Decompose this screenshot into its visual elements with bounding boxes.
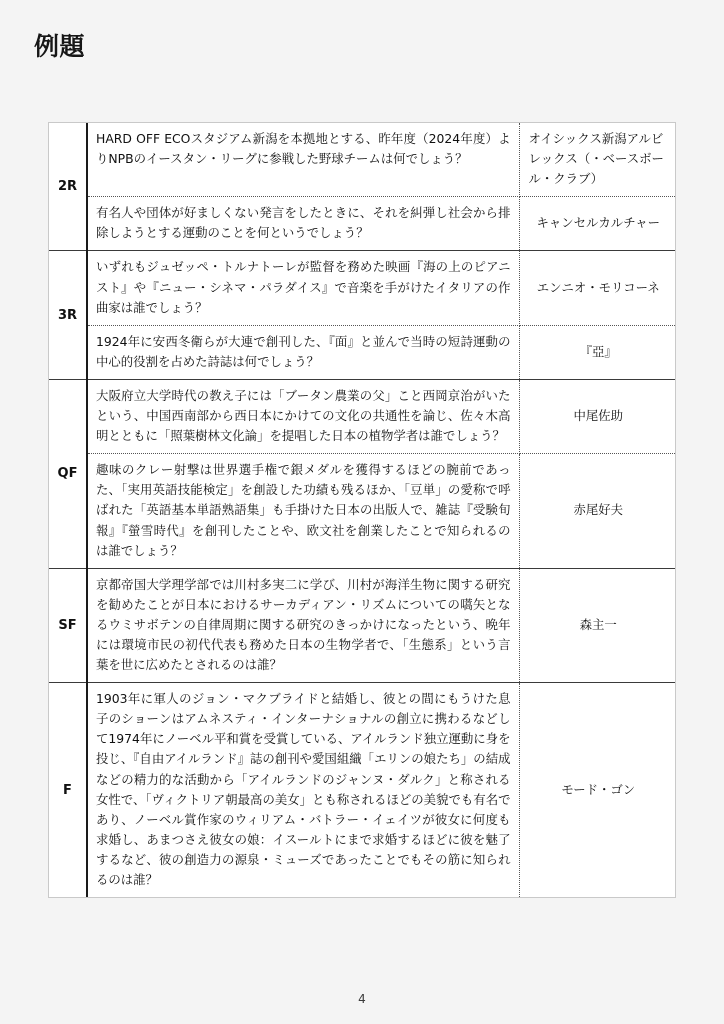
question-cell: HARD OFF ECOスタジアム新潟を本拠地とする、昨年度（2024年度）よりNPBのイースタン・リーグに参戦した野球チームは何でしょう？ — [87, 123, 519, 197]
answer-cell: キャンセルカルチャー — [519, 197, 675, 251]
round-label: SF — [49, 568, 87, 682]
question-cell: 1903年に軍人のジョン・マクブライドと結婚し、彼との間にもうけた息子のショーンはアムネスティ・インターナショナルの創立に携わるなどして1974年にノーベル平和賞を受賞している、アイルランド独立運動に身を投じ、『自由アイルランド』誌の創刊や愛国組織「エリンの娘たち」の結成などの精力的な活動から「アイルランドのジャンヌ・ダルク」と称される女性で、「ヴィクトリア朝最高の美女」とも称されるほどの美貌でも有名であり、ノーベル賞作家のウィリアム・バトラー・イェイツが彼女に何度も求婚し、あまつさえ彼女の娘：イスールトにまで求婚するほどに彼を魅了するなど、彼の創造力の源泉・ミューズであったことでもその筋に知られるのは誰？ — [87, 683, 519, 897]
page-title: 例題 — [34, 32, 86, 61]
question-cell: 1924年に安西冬衛らが大連で創刊した、『面』と並んで当時の短詩運動の中心的役割を占めた詩誌は何でしょう？ — [87, 325, 519, 379]
question-cell: 有名人や団体が好ましくない発言をしたときに、それを糾弾し社会から排除しようとする運動のことを何というでしょう？ — [87, 197, 519, 251]
table-row — [49, 568, 675, 682]
answer-cell: 中尾佐助 — [519, 379, 675, 453]
page-number: 4 — [358, 992, 366, 1006]
quiz-table-container — [48, 122, 676, 898]
round-label: 2R — [49, 123, 87, 251]
answer-cell: モード・ゴン — [561, 781, 636, 797]
round-label: F — [49, 683, 87, 897]
question-cell: 趣味のクレー射撃は世界選手権で銀メダルを獲得するほどの腕前であった、「実用英語技能検定」を創設した功績も残るほか、「豆単」の愛称で呼ばれた「英語基本単語熟語集」も手掛けた日本の出版人で、雑誌『受験旬報』『螢雪時代』を創刊したことや、欧文社を創業したことで知られるのは誰でしょう？ — [87, 454, 519, 568]
table-row — [49, 197, 675, 251]
question-cell: いずれもジュゼッペ・トルナトーレが監督を務めた映画『海の上のピアニスト』や『ニュー・シネマ・パラダイス』で音楽を手がけたイタリアの作曲家は誰でしょう？ — [87, 251, 519, 325]
round-label: 3R — [49, 251, 87, 379]
question-cell: 大阪府立大学時代の教え子には「ブータン農業の父」こと西岡京治がいたという、中国西南部から西日本にかけての文化の共通性を論じ、佐々木高明とともに「照葉樹林文化論」を提唱した日本の植物学者は誰でしょう？ — [87, 379, 519, 453]
answer-cell: オイシックス新潟アルビレックス（・ベースボール・クラブ） — [519, 123, 675, 197]
question-cell: 京都帝国大学理学部では川村多実二に学び、川村が海洋生物に関する研究を勧めたことが日本におけるサーカディアン・リズムについての嚆矢となるウミサボテンの自律周期に関する研究のきっかけになったという、晩年には環境市民の初代代表も務めた日本の生物学者で、「生態系」という言葉を世に広めたとされるのは誰？ — [87, 568, 519, 682]
answer-cell: 森主一 — [519, 568, 675, 682]
answer-cell: エンニオ・モリコーネ — [519, 251, 675, 325]
table-row — [49, 325, 675, 379]
table-row — [49, 454, 675, 568]
answer-cell: 『亞』 — [519, 325, 675, 379]
round-label: QF — [49, 379, 87, 568]
table-row — [49, 123, 675, 197]
table-row — [49, 683, 675, 897]
answer-cell: 赤尾好夫 — [519, 454, 675, 568]
table-row — [49, 379, 675, 453]
quiz-table — [49, 123, 675, 897]
table-row — [49, 251, 675, 325]
